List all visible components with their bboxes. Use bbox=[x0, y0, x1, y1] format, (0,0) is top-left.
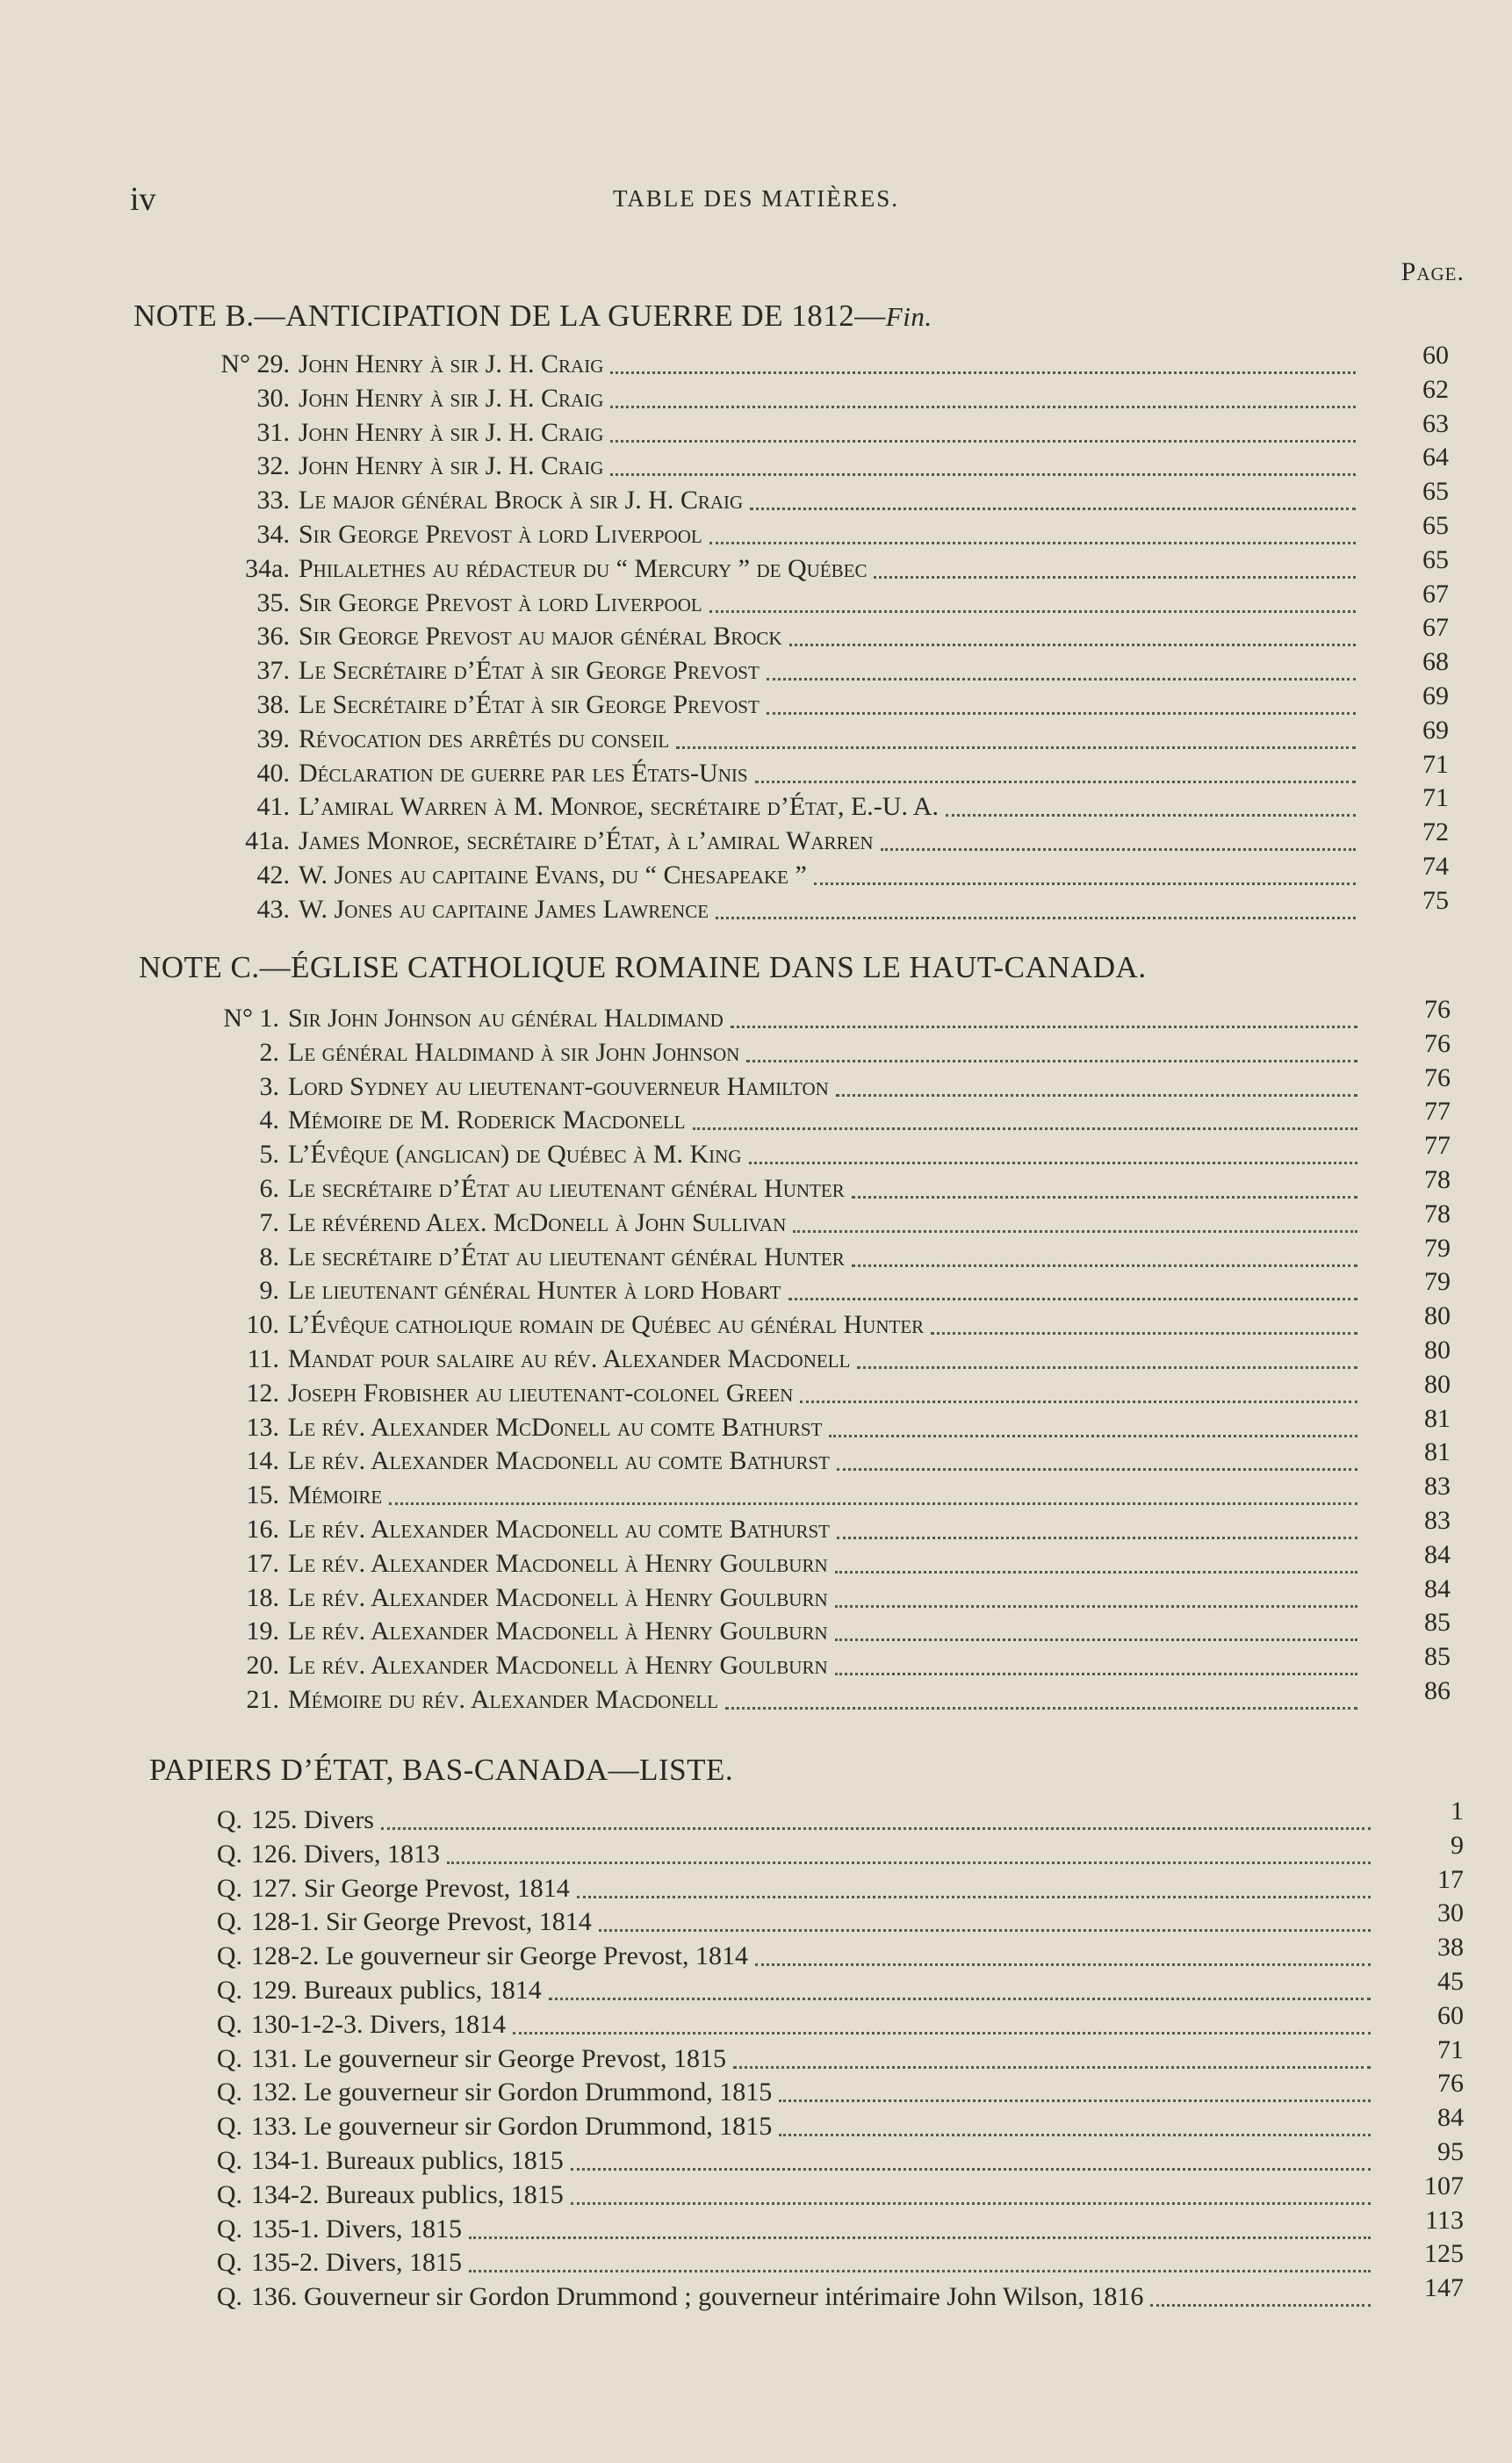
entry-number: Q. bbox=[216, 2009, 242, 2039]
entry-title: Le rév. Alexander Macdonell à Henry Goulburn bbox=[288, 1651, 828, 1681]
entry-title: 131. Le gouverneur sir George Prevost, 1815 bbox=[251, 2043, 726, 2073]
toc-entry bbox=[193, 817, 1449, 859]
toc-entry bbox=[200, 1233, 1451, 1275]
entry-title: Le rév. Alexander Macdonell au comte Bathurst bbox=[288, 1446, 830, 1476]
entry-page-number: 68 bbox=[1422, 647, 1449, 677]
entry-title: Mémoire bbox=[288, 1480, 383, 1510]
dot-leader bbox=[599, 1929, 1371, 1932]
toc-entry bbox=[204, 2273, 1464, 2315]
dot-leader bbox=[725, 1707, 1357, 1710]
dot-leader bbox=[610, 371, 1356, 374]
entry-number: Q. bbox=[216, 1941, 242, 1971]
dot-leader bbox=[755, 781, 1356, 783]
toc-entry bbox=[200, 1437, 1451, 1479]
toc-entry bbox=[204, 1797, 1464, 1838]
entry-page-number: 72 bbox=[1422, 817, 1449, 847]
entry-number: Q. bbox=[216, 2282, 242, 2312]
entry-page-number: 113 bbox=[1425, 2205, 1464, 2235]
entry-page-number: 78 bbox=[1424, 1164, 1451, 1194]
toc-entry bbox=[204, 1933, 1464, 1974]
entry-list bbox=[193, 341, 1449, 927]
entry-number: 21. bbox=[246, 1684, 279, 1714]
entry-page-number: 17 bbox=[1437, 1864, 1464, 1894]
entry-title: Le major général Brock à sir J. H. Craig bbox=[299, 486, 744, 515]
entry-page-number: 77 bbox=[1424, 1131, 1451, 1161]
toc-entry bbox=[193, 544, 1449, 587]
dot-leader bbox=[513, 2032, 1371, 2034]
toc-entry bbox=[200, 1675, 1451, 1718]
toc-entry bbox=[204, 2000, 1464, 2042]
entry-number: 9. bbox=[259, 1276, 279, 1306]
toc-entry bbox=[200, 1539, 1451, 1581]
entry-page-number: 76 bbox=[1424, 1028, 1451, 1058]
entry-page-number: 83 bbox=[1424, 1472, 1451, 1502]
toc-entry bbox=[200, 1199, 1451, 1241]
toc-entry bbox=[204, 2205, 1464, 2247]
entry-number: 38. bbox=[256, 689, 290, 719]
entry-title: Le rév. Alexander Macdonell à Henry Goulburn bbox=[288, 1617, 828, 1646]
entry-page-number: 60 bbox=[1422, 341, 1449, 370]
entry-number: 17. bbox=[246, 1548, 279, 1578]
toc-entry bbox=[193, 715, 1449, 757]
entry-title: Le Secrétaire d’État à sir George Prevost bbox=[299, 656, 760, 686]
toc-entry bbox=[204, 1864, 1464, 1906]
toc-entry bbox=[204, 2103, 1464, 2144]
toc-entry bbox=[200, 1642, 1451, 1683]
entry-title: 128-1. Sir George Prevost, 1814 bbox=[251, 1907, 592, 1937]
toc-entry bbox=[200, 1608, 1451, 1649]
entry-page-number: 80 bbox=[1424, 1335, 1451, 1365]
entry-title: 127. Sir George Prevost, 1814 bbox=[251, 1873, 570, 1903]
entry-page-number: 9 bbox=[1451, 1830, 1464, 1860]
dot-leader bbox=[469, 2236, 1371, 2239]
toc-entry bbox=[200, 1472, 1451, 1513]
entry-number: 5. bbox=[259, 1140, 279, 1170]
entry-page-number: 76 bbox=[1437, 2069, 1464, 2099]
entry-list bbox=[204, 1797, 1464, 2315]
entry-title: Sir George Prevost à lord Liverpool bbox=[299, 519, 702, 549]
entry-number: Q. bbox=[216, 2248, 242, 2278]
entry-title: John Henry à sir J. H. Craig bbox=[299, 417, 604, 447]
entry-number: 20. bbox=[246, 1651, 279, 1681]
toc-entry bbox=[193, 613, 1449, 654]
entry-title: Le rév. Alexander Macdonell à Henry Goulburn bbox=[288, 1548, 828, 1578]
toc-entry bbox=[204, 2171, 1464, 2213]
entry-title: John Henry à sir J. H. Craig bbox=[299, 349, 604, 378]
entry-title: Le général Haldimand à sir John Johnson bbox=[288, 1037, 740, 1067]
entry-number: Q. bbox=[216, 2145, 242, 2175]
toc-entry bbox=[204, 2136, 1464, 2179]
dot-leader bbox=[837, 1468, 1357, 1471]
entry-title: W. Jones au capitaine Evans, du “ Chesapeake ” bbox=[299, 860, 807, 889]
toc-entry bbox=[193, 374, 1449, 416]
entry-number: 15. bbox=[246, 1480, 279, 1510]
dot-leader bbox=[716, 917, 1356, 919]
entry-number: 31. bbox=[256, 417, 290, 447]
toc-entry bbox=[193, 783, 1449, 825]
entry-number: 11. bbox=[247, 1343, 279, 1373]
entry-page-number: 78 bbox=[1424, 1199, 1451, 1228]
dot-leader bbox=[767, 678, 1356, 681]
toc-entry bbox=[193, 681, 1449, 723]
entry-page-number: 74 bbox=[1422, 851, 1449, 881]
toc-entry bbox=[193, 885, 1449, 927]
entry-number: 13. bbox=[246, 1412, 279, 1442]
entry-title: Le Secrétaire d’État à sir George Prevost bbox=[299, 689, 760, 719]
dot-leader bbox=[610, 406, 1356, 408]
entry-page-number: 67 bbox=[1422, 579, 1449, 609]
toc-entry bbox=[200, 1574, 1451, 1616]
dot-leader bbox=[800, 1401, 1357, 1403]
dot-leader bbox=[788, 1298, 1357, 1300]
entry-title: 128-2. Le gouverneur sir George Prevost, 1814 bbox=[251, 1941, 748, 1971]
entry-number: Q. bbox=[216, 2179, 242, 2209]
entry-title: Le secrétaire d’État au lieutenant général Hunter bbox=[288, 1173, 845, 1203]
entry-page-number: 69 bbox=[1422, 715, 1449, 745]
running-title: TABLE DES MATIÈRES. bbox=[612, 185, 900, 212]
entry-page-number: 107 bbox=[1424, 2171, 1464, 2200]
entry-title: 129. Bureaux publics, 1814 bbox=[251, 1975, 542, 2005]
entry-number: Q. bbox=[216, 2078, 242, 2107]
entry-title: John Henry à sir J. H. Craig bbox=[299, 383, 604, 413]
entry-title: L’Évêque (anglican) de Québec à M. King bbox=[288, 1140, 742, 1170]
entry-number: 41. bbox=[256, 792, 290, 822]
entry-number: 8. bbox=[259, 1242, 279, 1271]
entry-title: Mémoire de M. Roderick Macdonell bbox=[288, 1105, 686, 1135]
dot-leader bbox=[852, 1196, 1357, 1199]
dot-leader bbox=[836, 1094, 1357, 1097]
entry-title: Mémoire du rév. Alexander Macdonell bbox=[288, 1684, 718, 1714]
entry-number: Q. bbox=[216, 2214, 242, 2243]
dot-leader bbox=[749, 1162, 1357, 1164]
dot-leader bbox=[857, 1366, 1357, 1369]
dot-leader bbox=[610, 440, 1356, 443]
dot-leader bbox=[746, 1060, 1357, 1062]
dot-leader bbox=[381, 1827, 1371, 1830]
toc-entry bbox=[193, 510, 1449, 552]
entry-title: 133. Le gouverneur sir Gordon Drummond, 1815 bbox=[251, 2112, 773, 2142]
entry-page-number: 65 bbox=[1422, 477, 1449, 507]
toc-entry bbox=[204, 1898, 1464, 1940]
entry-number: 42. bbox=[256, 860, 290, 889]
dot-leader bbox=[829, 1435, 1357, 1437]
entry-page-number: 81 bbox=[1424, 1437, 1451, 1467]
entry-title: James Monroe, secrétaire d’État, à l’amiral Warren bbox=[299, 826, 874, 856]
entry-number: 35. bbox=[256, 587, 290, 617]
dot-leader bbox=[709, 542, 1356, 544]
entry-number: 18. bbox=[246, 1582, 279, 1612]
entry-number: 32. bbox=[256, 451, 290, 481]
entry-number: 6. bbox=[259, 1173, 279, 1203]
entry-page-number: 81 bbox=[1424, 1403, 1451, 1433]
entry-page-number: 80 bbox=[1424, 1369, 1451, 1399]
dot-leader bbox=[755, 1963, 1371, 1966]
entry-page-number: 147 bbox=[1424, 2273, 1464, 2303]
entry-number: 37. bbox=[256, 656, 290, 686]
dot-leader bbox=[577, 1896, 1371, 1898]
dot-leader bbox=[779, 2099, 1371, 2102]
entry-title: Mandat pour salaire au rév. Alexander Macdonell bbox=[288, 1343, 851, 1373]
toc-entry bbox=[200, 1131, 1451, 1172]
toc-entry bbox=[200, 1097, 1451, 1138]
entry-number: 33. bbox=[256, 486, 290, 515]
dot-leader bbox=[835, 1571, 1357, 1574]
entry-title: Le rév. Alexander Macdonell au comte Bathurst bbox=[288, 1514, 830, 1544]
toc-entry bbox=[200, 1505, 1451, 1547]
entry-title: 136. Gouverneur sir Gordon Drummond ; gouverneur intérimaire John Wilson, 1816 bbox=[251, 2282, 1144, 2312]
toc-entry bbox=[193, 749, 1449, 791]
entry-page-number: 79 bbox=[1424, 1267, 1451, 1297]
entry-title: Sir George Prevost au major général Brock bbox=[299, 622, 782, 652]
entry-page-number: 76 bbox=[1424, 1062, 1451, 1092]
entry-title: 126. Divers, 1813 bbox=[251, 1839, 440, 1869]
entry-page-number: 38 bbox=[1437, 1933, 1464, 1962]
dot-leader bbox=[814, 882, 1356, 885]
dot-leader bbox=[852, 1264, 1357, 1267]
entry-page-number: 1 bbox=[1451, 1797, 1464, 1826]
entry-title: Le rév. Alexander McDonell au comte Bathurst bbox=[288, 1412, 823, 1442]
entry-number: 3. bbox=[259, 1071, 279, 1101]
dot-leader bbox=[835, 1638, 1357, 1641]
entry-page-number: 84 bbox=[1424, 1539, 1451, 1569]
entry-list bbox=[200, 995, 1451, 1718]
dot-leader bbox=[874, 576, 1356, 579]
entry-title: L’amiral Warren à M. Monroe, secrétaire d’État, E.-U. A. bbox=[299, 792, 939, 822]
entry-title: Sir John Johnson au général Haldimand bbox=[288, 1004, 724, 1033]
entry-page-number: 71 bbox=[1437, 2034, 1464, 2064]
dot-leader bbox=[931, 1332, 1357, 1335]
toc-entry bbox=[193, 851, 1449, 893]
entry-title: Philalethes au rédacteur du “ Mercury ” de Québec bbox=[299, 553, 868, 583]
dot-leader bbox=[779, 2134, 1371, 2136]
toc-entry bbox=[200, 1335, 1451, 1377]
entry-page-number: 30 bbox=[1437, 1898, 1464, 1928]
entry-page-number: 80 bbox=[1424, 1301, 1451, 1331]
toc-entry bbox=[193, 443, 1449, 484]
entry-number: 19. bbox=[246, 1617, 279, 1646]
dot-leader bbox=[693, 1127, 1357, 1130]
entry-number: Q. bbox=[216, 1907, 242, 1937]
entry-title: Révocation des arrêtés du conseil bbox=[299, 724, 670, 753]
entry-page-number: 67 bbox=[1422, 613, 1449, 643]
toc-entry bbox=[204, 1966, 1464, 2008]
toc-entry bbox=[200, 1164, 1451, 1206]
dot-leader bbox=[835, 1673, 1357, 1675]
dot-leader bbox=[767, 712, 1356, 715]
section-title: PAPIERS D’ÉTAT, BAS-CANADA—LISTE. bbox=[149, 1753, 734, 1787]
dot-leader bbox=[447, 1862, 1371, 1864]
dot-leader bbox=[733, 2066, 1371, 2069]
entry-page-number: 76 bbox=[1424, 995, 1451, 1024]
entry-title: Joseph Frobisher au lieutenant-colonel Green bbox=[288, 1378, 794, 1408]
entry-page-number: 60 bbox=[1437, 2000, 1464, 2030]
entry-number: 7. bbox=[259, 1207, 279, 1237]
entry-page-number: 71 bbox=[1422, 749, 1449, 779]
entry-page-number: 65 bbox=[1422, 510, 1449, 540]
section-title: NOTE C.—ÉGLISE CATHOLIQUE ROMAINE DANS LE HAUT-CANADA. bbox=[139, 950, 1147, 984]
entry-number: 34a. bbox=[245, 553, 290, 583]
entry-title: John Henry à sir J. H. Craig bbox=[299, 451, 604, 481]
entry-page-number: 69 bbox=[1422, 681, 1449, 710]
entry-title: Le lieutenant général Hunter à lord Hobart bbox=[288, 1276, 781, 1306]
toc-entry bbox=[193, 647, 1449, 688]
entry-title: 135-2. Divers, 1815 bbox=[251, 2248, 462, 2278]
dot-leader bbox=[676, 746, 1356, 749]
entry-number: 39. bbox=[256, 724, 290, 753]
entry-page-number: 85 bbox=[1424, 1642, 1451, 1672]
dot-leader bbox=[789, 644, 1356, 646]
toc-entry bbox=[200, 1062, 1451, 1105]
entry-title: L’Évêque catholique romain de Québec au général Hunter bbox=[288, 1310, 925, 1340]
toc-entry bbox=[193, 477, 1449, 518]
toc-entry bbox=[204, 1830, 1464, 1872]
dot-leader bbox=[571, 2168, 1371, 2171]
toc-entry bbox=[193, 408, 1449, 450]
dot-leader bbox=[1150, 2304, 1371, 2307]
entry-number: N° 1. bbox=[223, 1004, 279, 1033]
page-header bbox=[0, 180, 1512, 218]
entry-number: Q. bbox=[216, 2112, 242, 2142]
dot-leader bbox=[549, 1998, 1371, 2000]
entry-number: Q. bbox=[216, 1805, 242, 1834]
entry-page-number: 85 bbox=[1424, 1608, 1451, 1638]
entry-number: 30. bbox=[256, 383, 290, 413]
entry-number: 4. bbox=[259, 1105, 279, 1135]
entry-page-number: 63 bbox=[1422, 408, 1449, 438]
entry-title: Le rév. Alexander Macdonell à Henry Goulburn bbox=[288, 1582, 828, 1612]
entry-title: Déclaration de guerre par les États-Unis bbox=[299, 758, 748, 788]
dot-leader bbox=[750, 508, 1356, 510]
dot-leader bbox=[837, 1537, 1357, 1539]
entry-number: Q. bbox=[216, 1975, 242, 2005]
dot-leader bbox=[946, 814, 1356, 817]
toc-entry bbox=[200, 1301, 1451, 1343]
entry-page-number: 83 bbox=[1424, 1505, 1451, 1535]
toc-entry bbox=[200, 1369, 1451, 1411]
entry-page-number: 71 bbox=[1422, 783, 1449, 813]
toc-entry bbox=[204, 2239, 1464, 2280]
entry-number: 2. bbox=[259, 1037, 279, 1067]
dot-leader bbox=[469, 2270, 1371, 2272]
toc-entry bbox=[200, 1267, 1451, 1308]
entry-title: 132. Le gouverneur sir Gordon Drummond, 1815 bbox=[251, 2078, 773, 2107]
toc-entry bbox=[193, 341, 1449, 382]
toc-entry bbox=[204, 2034, 1464, 2077]
entry-page-number: 62 bbox=[1422, 374, 1449, 404]
entry-number: Q. bbox=[216, 2043, 242, 2073]
entry-number: Q. bbox=[216, 1873, 242, 1903]
entry-title: 125. Divers bbox=[251, 1805, 374, 1834]
entry-number: 41a. bbox=[245, 826, 290, 856]
entry-page-number: 95 bbox=[1437, 2136, 1464, 2166]
section-title: NOTE B.—ANTICIPATION DE LA GUERRE DE 1812—Fin. bbox=[133, 299, 932, 333]
entry-title: 135-1. Divers, 1815 bbox=[251, 2214, 462, 2243]
entry-number: 36. bbox=[256, 622, 290, 652]
entry-page-number: 45 bbox=[1437, 1966, 1464, 1996]
entry-title: W. Jones au capitaine James Lawrence bbox=[299, 894, 709, 924]
toc-entry bbox=[200, 995, 1451, 1036]
dot-leader bbox=[731, 1026, 1357, 1028]
entry-number: N° 29. bbox=[220, 349, 290, 378]
entry-number: 43. bbox=[256, 894, 290, 924]
toc-entry bbox=[193, 579, 1449, 621]
dot-leader bbox=[709, 610, 1356, 613]
entry-page-number: 84 bbox=[1424, 1574, 1451, 1603]
dot-leader bbox=[881, 848, 1356, 851]
entry-page-number: 125 bbox=[1424, 2239, 1464, 2269]
page-column-label: Page. bbox=[1400, 257, 1465, 286]
toc-entry bbox=[204, 2069, 1464, 2110]
entry-page-number: 77 bbox=[1424, 1097, 1451, 1127]
toc-entry bbox=[200, 1403, 1451, 1445]
entry-page-number: 84 bbox=[1437, 2103, 1464, 2133]
entry-number: 34. bbox=[256, 519, 290, 549]
entry-title: Lord Sydney au lieutenant-gouverneur Hamilton bbox=[288, 1071, 829, 1101]
dot-leader bbox=[610, 473, 1356, 476]
entry-page-number: 79 bbox=[1424, 1233, 1451, 1263]
dot-leader bbox=[571, 2202, 1371, 2205]
entry-title: 134-1. Bureaux publics, 1815 bbox=[251, 2145, 564, 2175]
entry-page-number: 65 bbox=[1422, 544, 1449, 574]
entry-page-number: 86 bbox=[1424, 1675, 1451, 1705]
entry-title: 130-1-2-3. Divers, 1814 bbox=[251, 2009, 506, 2039]
entry-number: Q. bbox=[216, 1839, 242, 1869]
entry-page-number: 64 bbox=[1422, 443, 1449, 472]
toc-entry bbox=[200, 1028, 1451, 1070]
entry-title: Le secrétaire d’État au lieutenant général Hunter bbox=[288, 1242, 845, 1271]
entry-number: 40. bbox=[256, 758, 290, 788]
entry-title: Le révérend Alex. McDonell à John Sullivan bbox=[288, 1207, 787, 1237]
dot-leader bbox=[793, 1230, 1357, 1233]
dot-leader bbox=[389, 1502, 1357, 1505]
entry-page-number: 75 bbox=[1422, 885, 1449, 915]
entry-number: 16. bbox=[246, 1514, 279, 1544]
entry-number: 10. bbox=[246, 1310, 279, 1340]
entry-title: Sir George Prevost à lord Liverpool bbox=[299, 587, 702, 617]
entry-title: 134-2. Bureaux publics, 1815 bbox=[251, 2179, 564, 2209]
entry-number: 14. bbox=[246, 1446, 279, 1476]
dot-leader bbox=[835, 1605, 1357, 1608]
entry-number: 12. bbox=[246, 1378, 279, 1408]
folio: iv bbox=[130, 181, 156, 218]
